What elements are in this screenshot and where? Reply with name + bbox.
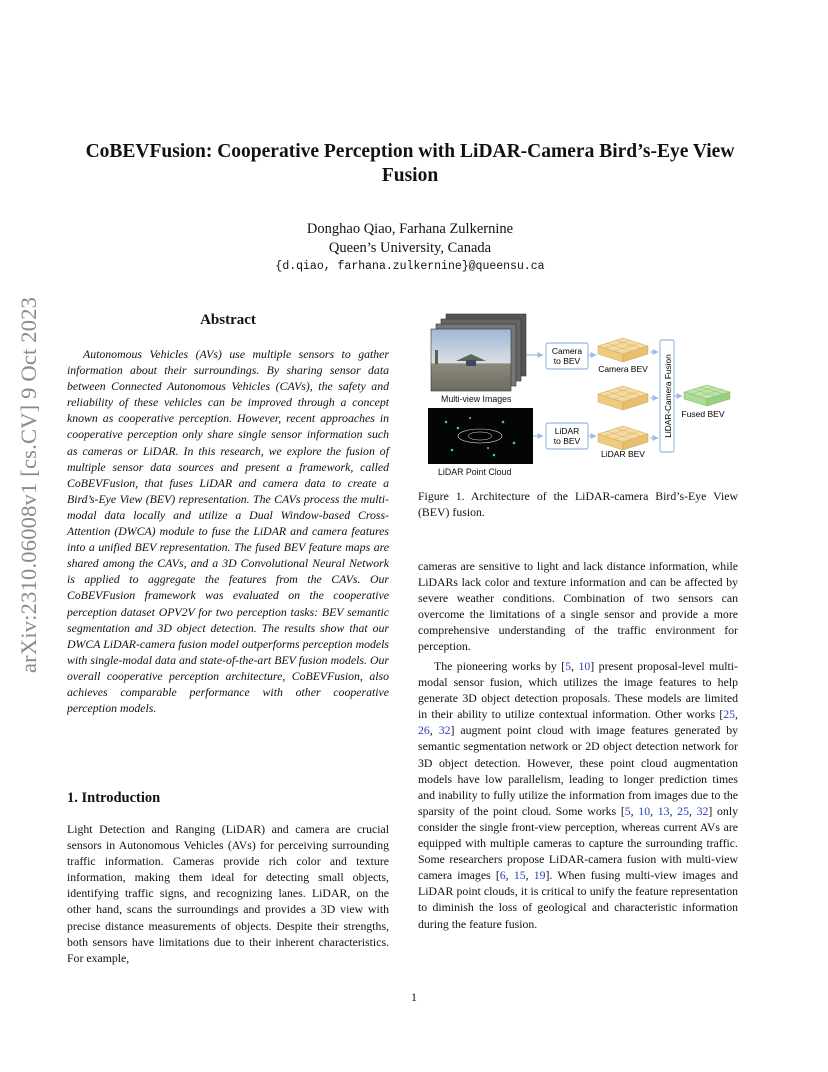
lidar-to-bev-block	[546, 423, 588, 449]
citation-link[interactable]: 19	[533, 868, 546, 883]
author-names: Donghao Qiao, Farhana Zulkernine	[306, 221, 514, 237]
paragraph-text: ,	[571, 659, 579, 673]
camera-bev-label: Camera BEV	[598, 364, 648, 374]
page-number: 1	[411, 990, 417, 1004]
affiliation: Queen’s University, Canada	[328, 240, 492, 256]
multiview-label: Multi-view Images	[441, 394, 512, 404]
paragraph-text: ,	[429, 723, 439, 738]
combined-bev-grid	[598, 386, 648, 410]
arxiv-watermark	[14, 295, 48, 675]
citation-link[interactable]: 26	[418, 723, 430, 738]
abstract-heading: Abstract	[200, 312, 256, 328]
paragraph-text: ] augment point cloud with image features generated by semantic segmentation network or 2D object detection network for 3D object detection. However, these point cloud augmentation models have low parallelism, leading to longer prediction times and inability to fully utilize the information from images due to the sparsity of the point cloud. Some works [	[418, 723, 739, 818]
citation-link[interactable]: 10	[638, 803, 651, 818]
paragraph-text: ] present proposal-level multi-modal sensor fusion, which utilizes the image features to help generate 3D object detection proposals. These models are limited in their ability to utilize contextual information. Other works [	[418, 659, 738, 722]
paragraph-text: ,	[505, 868, 514, 883]
citation-link[interactable]: 5	[624, 803, 631, 818]
figure-1-architecture	[418, 310, 738, 480]
citation-link[interactable]: 25	[677, 803, 689, 818]
citation-link[interactable]: 13	[657, 803, 670, 818]
svg-text:Camera: Camera	[551, 346, 583, 356]
lidar-bev-label: LiDAR BEV	[601, 449, 645, 459]
lidar-camera-fusion-block	[660, 340, 674, 452]
paragraph-text: ] only consider the single front-view perception, whereas current AVs are equipped with multiple cameras to capture the surrounding traffic. Some researchers propose LiDAR-camera fusion with multi-view camera images [	[418, 803, 738, 883]
svg-text:LiDAR: LiDAR	[554, 426, 580, 436]
paragraph-text: ,	[688, 803, 697, 818]
introduction-paragraph-1-continued: cameras are sensitive to light and lack distance information, while LiDARs lack color and texture information and can be affected by severe weather conditions. Combination of two sensors can overcome the limitations of a single sensor and provide a more comprehensive understanding of the traffic environment for perception.	[418, 559, 738, 654]
citation-link[interactable]: 10	[578, 659, 591, 673]
arxiv-id: arXiv:2310.06008v1 [cs.CV] 9 Oct 2023	[16, 296, 41, 673]
multiview-images-stack	[431, 314, 526, 391]
paragraph-text: ,	[630, 803, 639, 818]
paragraph-text: ]. When fusing multi-view images and LiDAR point clouds, it is critical to unify the feature representation to diminish the loss of geological and characteristic information during the feature fusion.	[418, 868, 738, 931]
paragraph-text: The pioneering works by [	[434, 659, 566, 673]
introduction-heading: 1. Introduction	[67, 790, 161, 806]
citation-link[interactable]: 6	[499, 868, 506, 883]
lidar-bev-grid	[598, 426, 648, 450]
citation-link[interactable]: 15	[513, 868, 526, 883]
paragraph-text: ,	[669, 803, 678, 818]
fused-bev-label: Fused BEV	[681, 409, 725, 419]
paper-title: CoBEVFusion: Cooperative Perception with LiDAR-Camera Bird’s-Eye View Fusion	[85, 141, 735, 186]
citation-link[interactable]: 5	[565, 659, 572, 673]
author-block	[60, 220, 760, 258]
camera-bev-grid	[598, 338, 648, 362]
paragraph-text: ,	[525, 868, 534, 883]
lidar-point-cloud	[428, 408, 533, 464]
svg-text:to BEV: to BEV	[553, 356, 581, 366]
citation-link[interactable]: 32	[438, 723, 451, 738]
pointcloud-label: LiDAR Point Cloud	[438, 467, 512, 477]
abstract-text: Autonomous Vehicles (AVs) use multiple sensors to gather information about their surroundings. By sharing sensor data between Connected Autonomous Vehicles (CAVs), the safety and reliability of these vehicles can be improved through a concept known as cooperative perception. However, recent approaches in cooperative perception only share single sensor information such as cameras or LiDAR. In this research, we explore the fusion of multiple sensor data sources and present a framework, called CoBEVFusion, that fuses LiDAR and camera data to create a Bird’s-Eye View (BEV) representation. The CAVs process the multi-modal data locally and utilize a Dual Window-based Cross-Attention (DWCA) module to fuse the LiDAR and camera features into a unified BEV representation. The fused BEV feature maps are shared among the CAVs, and a 3D Convolutional Neural Network is applied to aggregate the features from the CAVs. Our CoBEVFusion framework was evaluated on the cooperative perception dataset OPV2V for two perception tasks: BEV semantic segmentation and 3D object detection. The results show that our DWCA LiDAR-camera fusion model outperforms perception models with single-modal data and state-of-the-art BEV fusion models. Our overall cooperative perception architecture, CoBEVFusion, also achieves comparable performance with other cooperative perception models.	[67, 347, 389, 716]
paragraph-text: ,	[650, 803, 658, 818]
camera-to-bev-block	[546, 343, 588, 369]
figure-1-caption: Figure 1. Architecture of the LiDAR-camera Bird’s-Eye View (BEV) fusion.	[418, 489, 738, 519]
paragraph-text: ,	[735, 707, 738, 722]
citation-link[interactable]: 25	[723, 707, 736, 722]
introduction-paragraph-1: Light Detection and Ranging (LiDAR) and camera are crucial sensors in Autonomous Vehicles (AVs) for perceiving surrounding traffic information. Cameras provide rich color and texture information, making them ideal for detecting small objects, identifying traffic signs, and recognizing lanes. LiDAR, on the other hand, scans the surroundings and provides a 3D view with precise distance measurements of objects. Despite their strengths, both sensors have limitations due to their inherent characteristics. For example,	[67, 822, 389, 965]
introduction-paragraph-2	[418, 658, 738, 932]
svg-text:to BEV: to BEV	[553, 436, 581, 446]
svg-text:LiDAR-Camera Fusion: LiDAR-Camera Fusion	[663, 354, 673, 438]
fused-bev-grid	[684, 385, 730, 406]
citation-link[interactable]: 32	[696, 803, 709, 818]
author-email: {d.qiao, farhana.zulkernine}@queensu.ca	[275, 260, 545, 273]
